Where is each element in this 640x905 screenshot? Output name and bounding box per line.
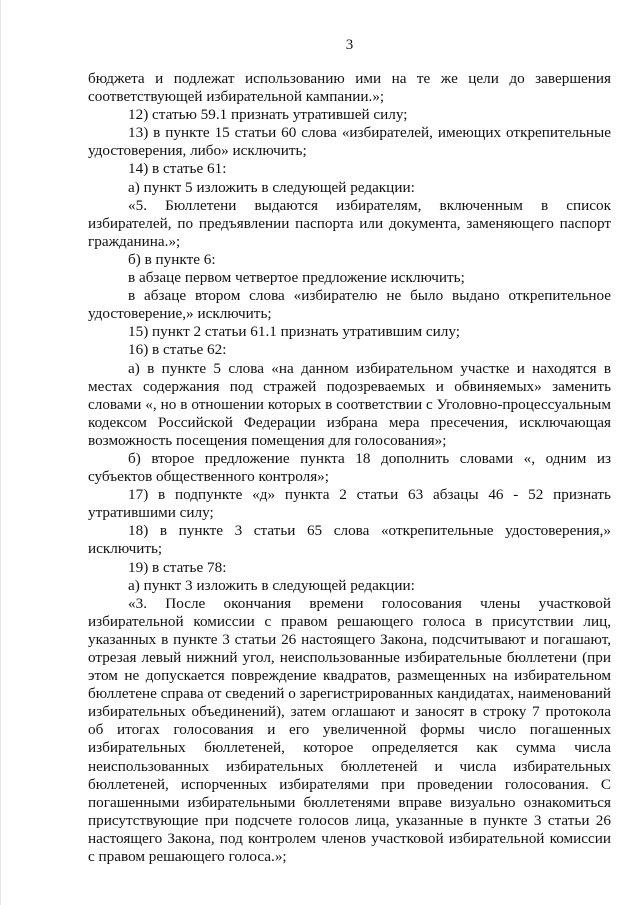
paragraph: 12) статью 59.1 признать утратившей силу; xyxy=(128,106,408,124)
page-number: 3 xyxy=(345,37,354,53)
paragraph: 13) в пункте 15 статьи 60 слова «избирателей, имеющих открепительные удостоверения, либо» исключить; xyxy=(88,124,611,160)
paragraph: б) в пункте 6: xyxy=(128,250,216,268)
paragraph: бюджета и подлежат использованию ими на те же цели до завершения соответствующей избирательной кампании.»; xyxy=(88,70,611,106)
paragraph: 19) в статье 78: xyxy=(128,558,227,576)
paragraph: а) в пункте 5 слова «на данном избирательном участке и находятся в местах содержания под стражей подозреваемых и обвиняемых» заменить словами «, но в отношении которых в соответствии с Уголовно-процессуальным кодексом Российской Федерации избрана мера пресечения, исключающая возможность посещения помещения для голосования»; xyxy=(88,359,611,449)
paragraph: а) пункт 3 изложить в следующей редакции: xyxy=(128,576,415,594)
paragraph: 14) в статье 61: xyxy=(128,160,227,178)
paragraph: 17) в подпункте «д» пункта 2 статьи 63 абзацы 46 - 52 признать утратившими силу; xyxy=(88,486,611,522)
paragraph: б) второе предложение пункта 18 дополнить словами «, одним из субъектов общественного контроля»; xyxy=(88,449,611,486)
paragraph: в абзаце втором слова «избирателю не было выдано открепительное удостоверение,» исключить; xyxy=(88,287,611,323)
paragraph: 15) пункт 2 статьи 61.1 признать утратившим силу; xyxy=(128,323,460,341)
paragraph: «5. Бюллетени выдаются избирателям, включенным в список избирателей, по предъявлении паспорта или документа, заменяющего паспорт гражданина.»; xyxy=(88,196,611,250)
document-body xyxy=(88,70,611,866)
paragraph: 16) в статье 62: xyxy=(128,341,227,359)
paragraph: 18) в пункте 3 статьи 65 слова «открепительные удостоверения,» исключить; xyxy=(88,522,611,558)
paragraph: в абзаце первом четвертое предложение исключить; xyxy=(128,269,465,287)
paragraph: а) пункт 5 изложить в следующей редакции: xyxy=(128,178,415,196)
paragraph: «3. После окончания времени голосования члены участковой избирательной комиссии с правом решающего голоса в присутствии лиц, указанных в пункте 3 статьи 26 настоящего Закона, подсчитывают и погашают, отрезая левый нижний угол, неиспользованные избирательные бюллетени (при этом не допускается повреждение квадратов, размещенных на избирательном бюллетене справа от сведений о зарегистрированных кандидатах, наименований избирательных объединений), затем оглашают и заносят в строку 7 протокола об итогах голосования и его увеличенной формы число погашенных избирательных бюллетеней, которое определяется как сумма числа неиспользованных избирательных бюллетеней и числа избирательных бюллетеней, испорченных избирателями при проведении голосования. С погашенными избирательными бюллетенями вправе визуально ознакомиться присутствующие при подсчете голосов лица, указанные в пункте 3 статьи 26 настоящего Закона, под контролем членов участковой избирательной комиссии с правом решающего голоса.»; xyxy=(88,594,611,866)
